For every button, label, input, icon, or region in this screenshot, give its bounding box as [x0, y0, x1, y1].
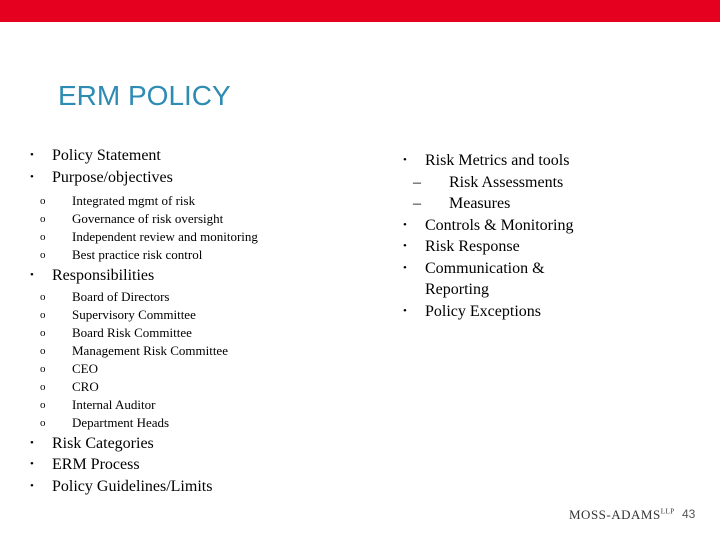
top-red-band	[0, 0, 720, 22]
sub-item-governance: o Governance of risk oversight	[40, 210, 370, 228]
bullet-purpose-objectives: • Purpose/objectives	[30, 167, 370, 189]
sub-item-board-of-directors: o Board of Directors	[40, 288, 370, 306]
moss-adams-logo	[569, 507, 675, 523]
left-bottom-list	[30, 433, 370, 498]
logo-text: MOSS-ADAMS	[569, 507, 661, 522]
sub-item-best-practice: o Best practice risk control	[40, 246, 370, 264]
sub-item-board-risk-committee: o Board Risk Committee	[40, 324, 370, 342]
sub-item-integrated-mgmt: o Integrated mgmt of risk	[40, 192, 370, 210]
sub-item-management-risk-committee: o Management Risk Committee	[40, 342, 370, 360]
bullet-responsibilities: • Responsibilities	[30, 265, 370, 287]
sub-item-ceo: o CEO	[40, 360, 370, 378]
bullet-policy-statement: • Policy Statement	[30, 145, 370, 167]
sub-item-cro: o CRO	[40, 378, 370, 396]
purpose-sublist	[30, 192, 370, 264]
logo-suffix: LLP	[660, 507, 675, 516]
bullet-communication-reporting: • Communication & Reporting	[403, 258, 585, 301]
slide-title: ERM POLICY	[58, 80, 231, 111]
sub-item-department-heads: o Department Heads	[40, 414, 370, 432]
sub-item-independent-review: o Independent review and monitoring	[40, 228, 370, 246]
left-column	[30, 145, 370, 497]
bullet-risk-metrics: • Risk Metrics and tools	[403, 150, 663, 172]
sub-item-measures: – Measures	[413, 193, 663, 215]
page-number: 43	[682, 507, 696, 521]
right-column	[403, 150, 663, 322]
sub-item-internal-auditor: o Internal Auditor	[40, 396, 370, 414]
sub-item-supervisory-committee: o Supervisory Committee	[40, 306, 370, 324]
bullet-policy-exceptions: • Policy Exceptions	[403, 301, 663, 323]
bullet-controls-monitoring: • Controls & Monitoring	[403, 215, 663, 237]
responsibilities-sublist	[30, 288, 370, 432]
bullet-erm-process: • ERM Process	[30, 454, 370, 476]
sub-item-risk-assessments: – Risk Assessments	[413, 172, 663, 194]
bullet-risk-response: • Risk Response	[403, 236, 663, 258]
bullet-policy-guidelines: • Policy Guidelines/Limits	[30, 476, 370, 498]
bullet-risk-categories: • Risk Categories	[30, 433, 370, 455]
